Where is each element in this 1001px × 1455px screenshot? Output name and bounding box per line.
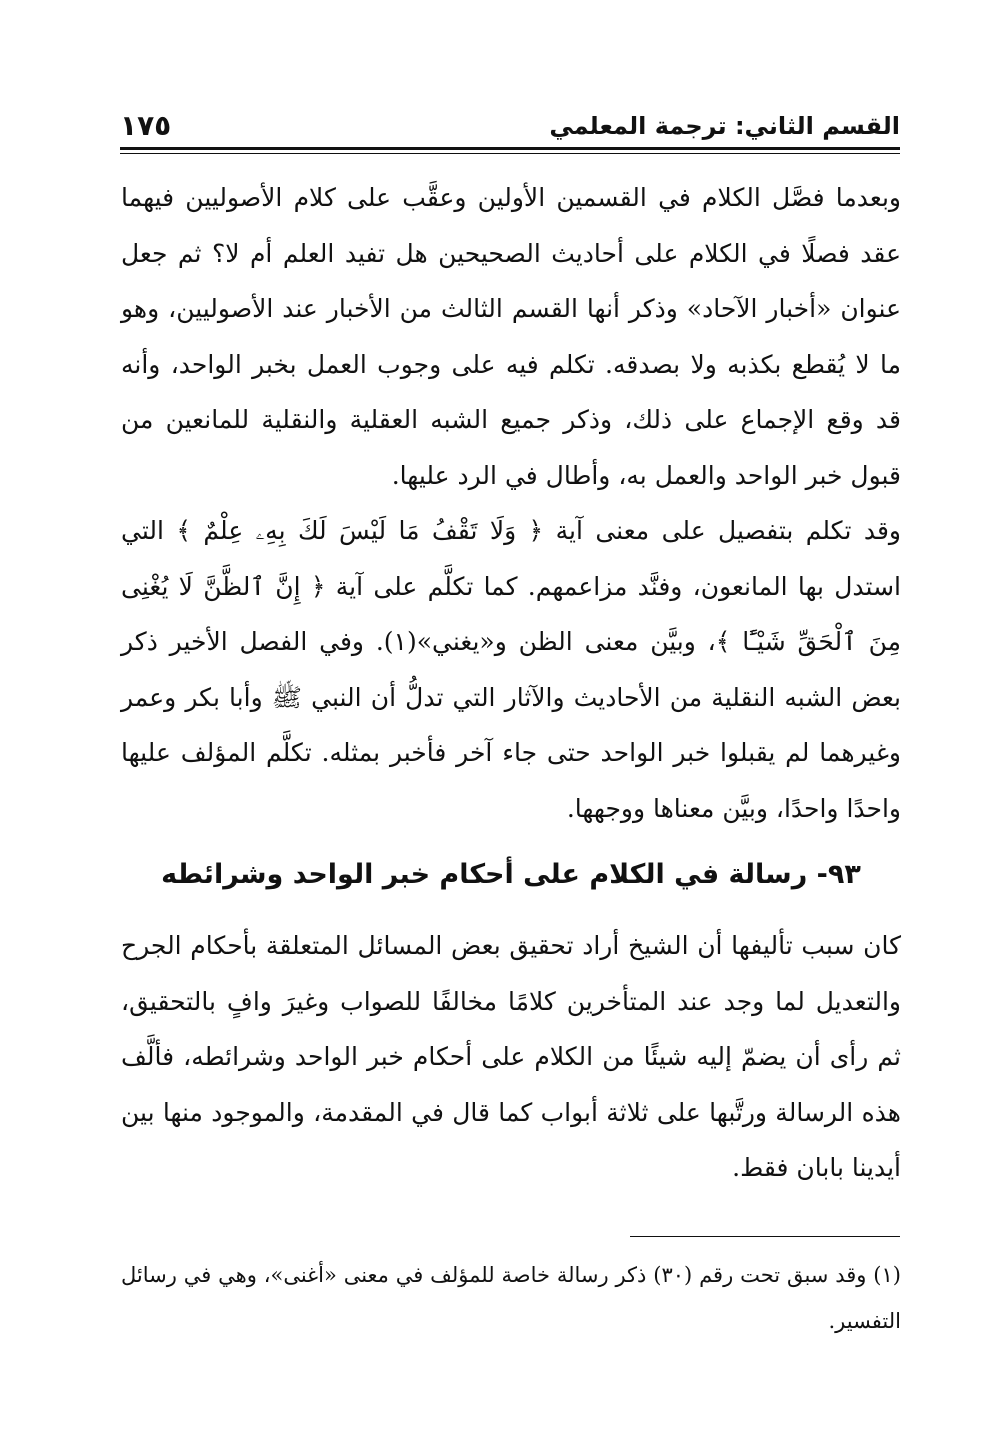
- header-rule: [120, 147, 900, 150]
- paragraph: كان سبب تأليفها أن الشيخ أراد تحقيق بعض المسائل المتعلقة بأحكام الجرح والتعديل لما وجد عند المتأخرين كلامًا مخالفًا للصواب وغيرَ وافٍ بالتحقيق، ثم رأى أن يضمّ إليه شيئًا من الكلام على أحكام خبر الواحد وشرائطه، فألَّف هذه الرسالة ورتَّبها على ثلاثة أبواب كما قال في المقدمة، والموجود منها بين أيدينا بابان فقط.: [121, 931, 901, 1182]
- footnote-rule: [630, 1236, 900, 1237]
- paragraph: وبعدما فصَّل الكلام في القسمين الأولين وعقَّب على كلام الأصوليين فيهما عقد فصلًا في الكلام على أحاديث الصحيحين هل تفيد العلم أم لا؟ ثم جعل عنوان «أخبار الآحاد» وذكر أنها القسم الثالث من الأخبار عند الأصوليين، وهو ما لا يُقطع بكذبه ولا بصدقه. تكلم فيه على وجوب العمل بخبر الواحد، وأنه قد وقع الإجماع على ذلك، وذكر جميع الشبه العقلية والنقلية للمانعين من قبول خبر الواحد والعمل به، وأطال في الرد عليها.: [121, 183, 901, 490]
- paragraph: وقد تكلم بتفصيل على معنى آية ﴿ وَلَا تَقْفُ مَا لَيْسَ لَكَ بِهِۦ عِلْمٌ ﴾ التي استدل بها المانعون، وفنَّد مزاعمهم. كما تكلَّم على آية ﴿ إِنَّ ٱلظَّنَّ لَا يُغْنِى مِنَ ٱلْحَقِّ شَيْـًٔا ﴾، وبيَّن معنى الظن و«يغني»(١). وفي الفصل الأخير ذكر بعض الشبه النقلية من الأحاديث والآثار التي تدلُّ أن النبي ﷺ وأبا بكر وعمر وغيرهما لم يقبلوا خبر الواحد حتى جاء آخر فأخبر بمثله. تكلَّم المؤلف عليها واحدًا واحدًا، وبيَّن معناها ووجهها.: [121, 516, 901, 823]
- running-header: [120, 108, 900, 148]
- section-heading: ٩٣- رسالة في الكلام على أحكام خبر الواحد وشرائطه: [161, 859, 861, 890]
- body-text-bottom: [121, 918, 901, 1196]
- footnote: [121, 1252, 901, 1344]
- page-number: ١٧٥: [120, 109, 172, 142]
- body-text-top: [121, 170, 901, 836]
- header-rule-thin: [120, 153, 900, 154]
- running-header-title: القسم الثاني: ترجمة المعلمي: [549, 112, 900, 140]
- footnote-text: (١) وقد سبق تحت رقم (٣٠) ذكر رسالة خاصة للمؤلف في معنى «أغنى»، وهي في رسائل التفسير.: [121, 1263, 901, 1333]
